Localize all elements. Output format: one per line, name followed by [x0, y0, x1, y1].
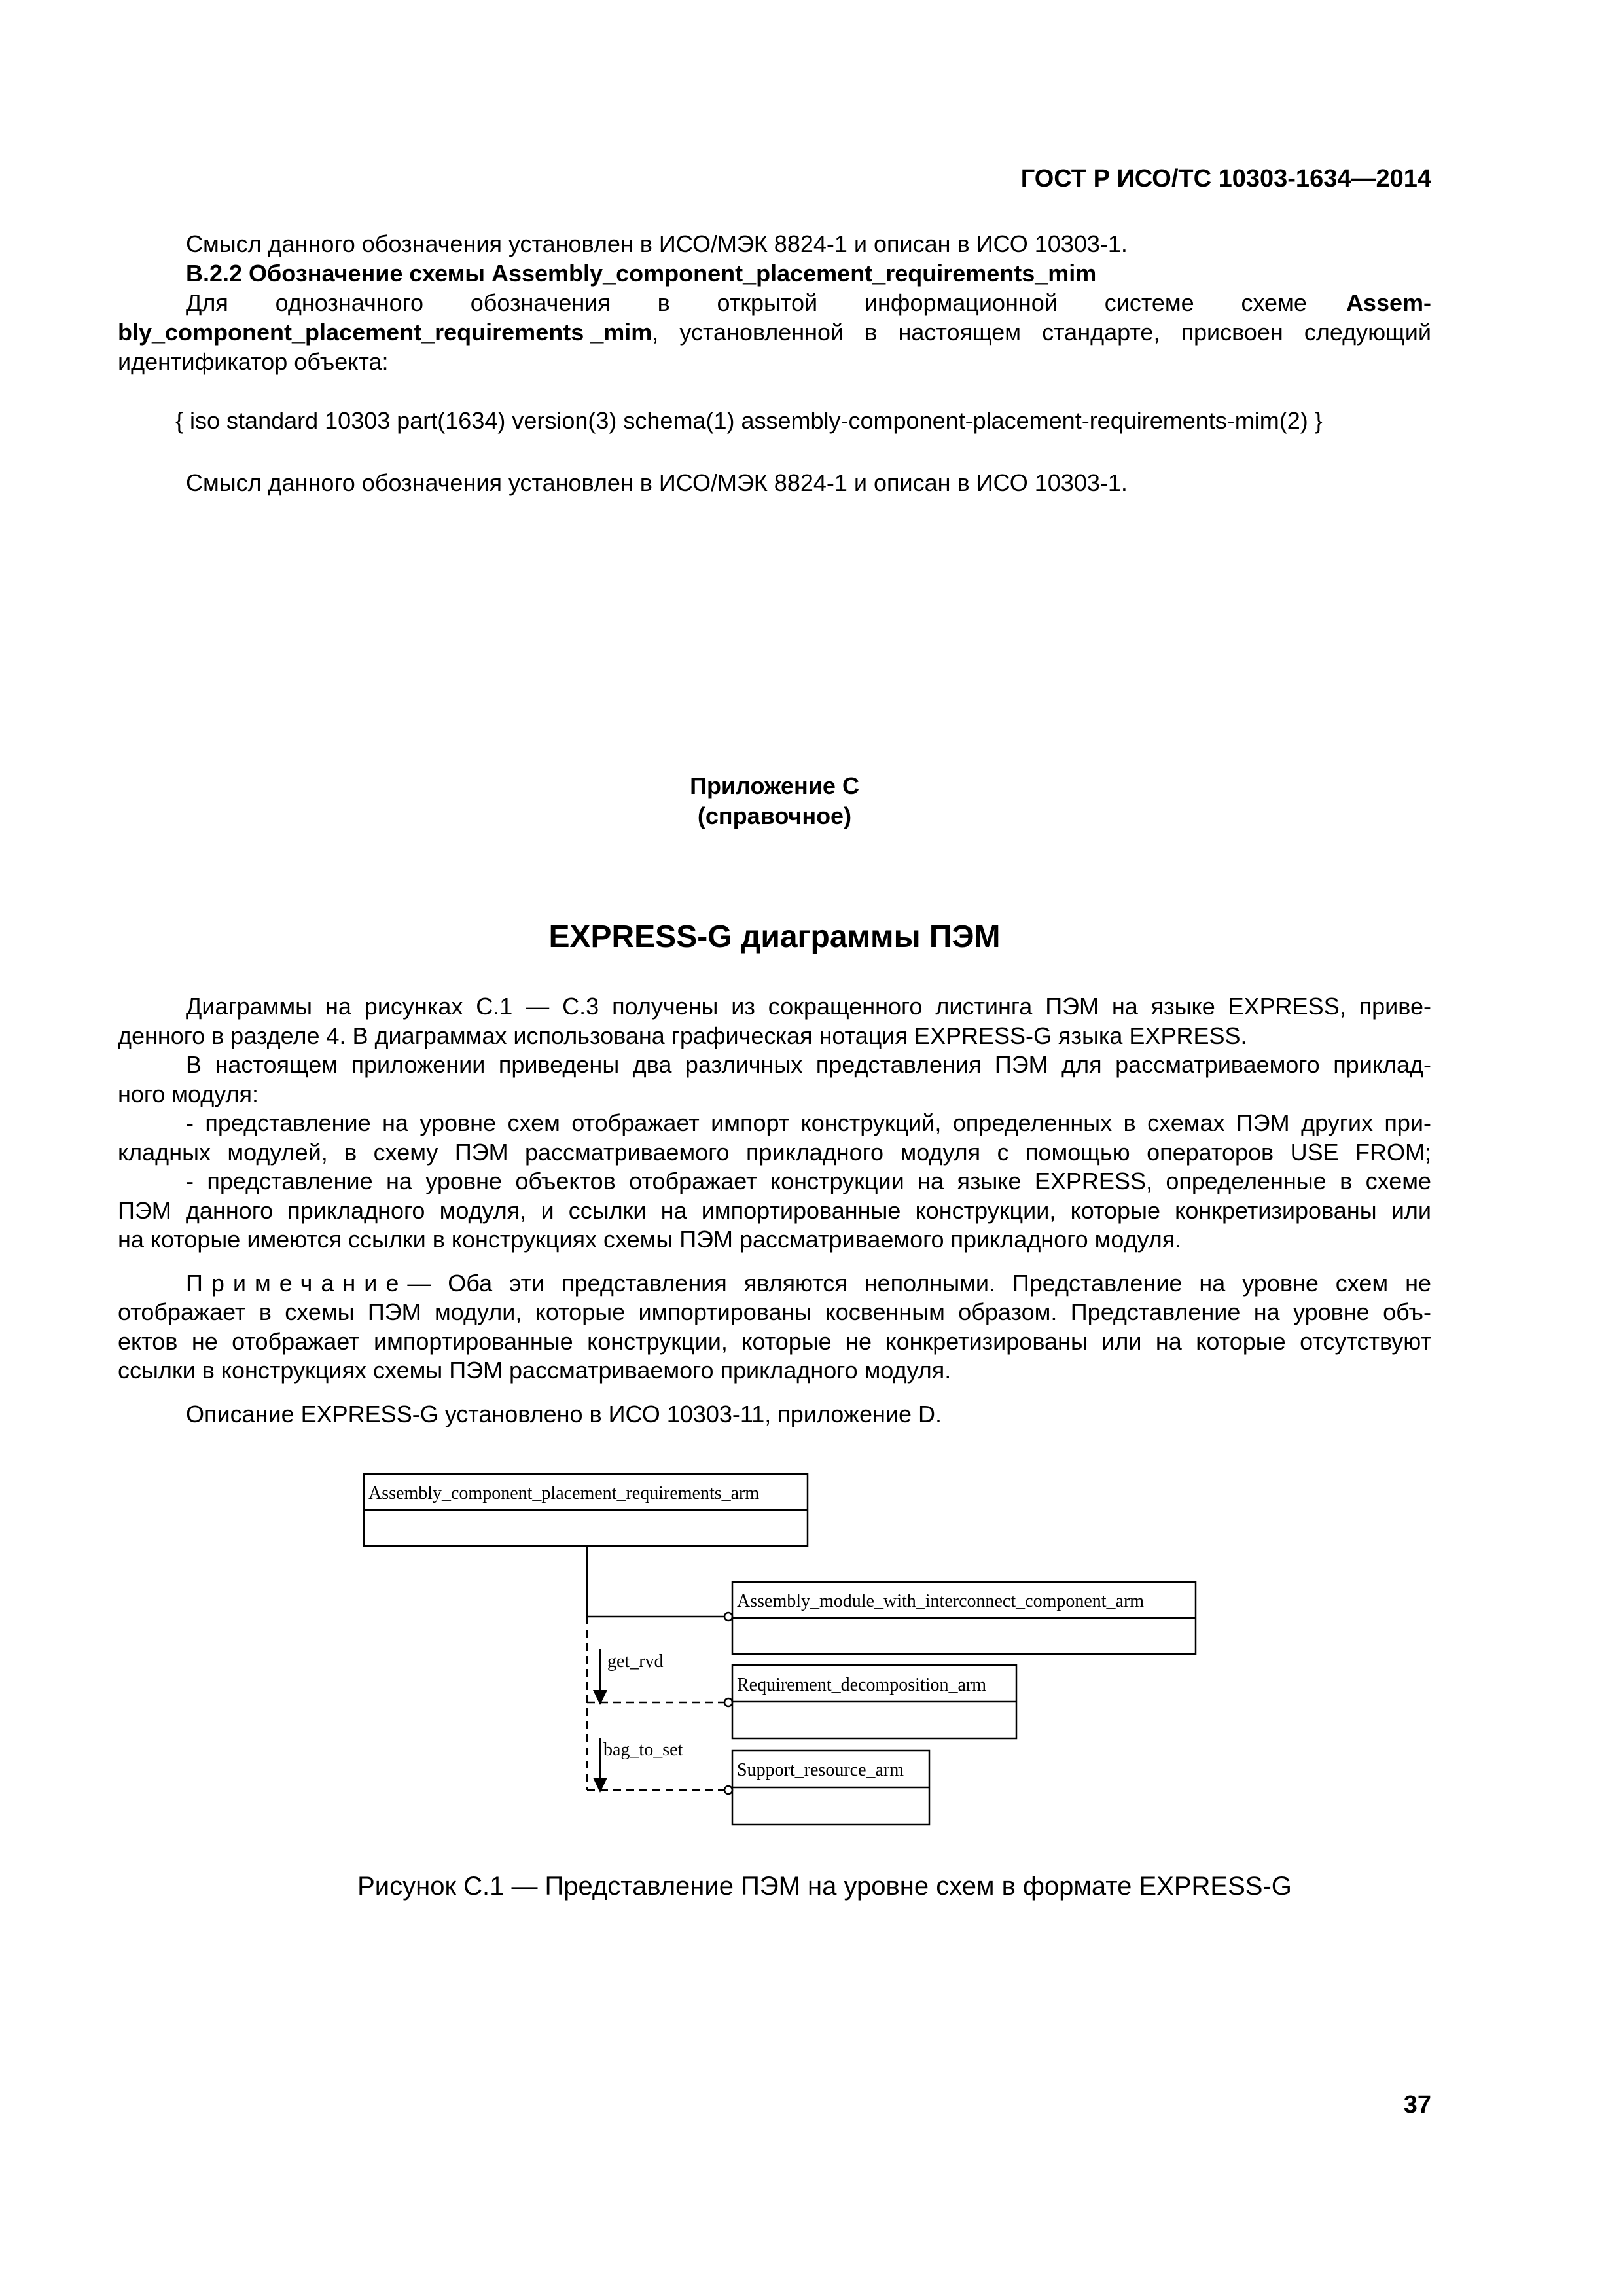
express-g-description: Описание EXPRESS-G установлено в ИСО 10303-11, приложение D. [186, 1401, 942, 1427]
standard-header: ГОСТ Р ИСО/ТС 10303-1634—2014 [1020, 165, 1431, 192]
para-3-line-1: - представление на уровне схем отображает импорт конструкций, определенных в схемах ПЭМ других при- [186, 1109, 1431, 1136]
section-heading-b22: B.2.2 Обозначение схемы Assembly_component_placement_requirements_mim [186, 260, 1097, 287]
w3: обозначения [470, 289, 611, 316]
connector-circle-2 [724, 1698, 732, 1706]
note-line-3: ектов не отображает импортированные конструкции, которые не конкретизированы или на которые отсутствуют [118, 1328, 1431, 1355]
schema-name-part1: Assem- [1346, 289, 1431, 316]
object-identifier: { iso standard 10303 part(1634) version(3) schema(1) assembly-component-placement-requirements-mim(2) } [175, 407, 1323, 434]
annex-title: EXPRESS-G диаграммы ПЭМ [548, 920, 1001, 954]
para-1-line-1: Диаграммы на рисунках С.1 — С.3 получены из сокращенного листинга ПЭМ на языке EXPRESS, приве- [186, 993, 1431, 1020]
schema-label-3: Support_resource_arm [737, 1760, 904, 1780]
w4: в [657, 289, 670, 316]
note-label: Примечание [186, 1270, 408, 1297]
main-schema-label: Assembly_component_placement_requirements_arm [368, 1483, 760, 1503]
annex-label: Приложение С [690, 772, 859, 799]
w1: Для [186, 289, 228, 316]
identifier-para-line3: идентификатор объекта: [118, 348, 389, 375]
para-2-line-2: ного модуля: [118, 1081, 259, 1107]
schema-label-1: Assembly_module_with_interconnect_component_arm [737, 1591, 1145, 1611]
ref-label-bag-to-set: bag_to_set [603, 1740, 683, 1760]
w6: информационной [864, 289, 1058, 316]
use-from-connector [587, 1546, 724, 1617]
identifier-para-line2-rest: , установленной в настоящем стандарте, присвоен следующий [652, 319, 1431, 346]
para-1-line-2: денного в разделе 4. В диаграммах использована графическая нотация EXPRESS-G языка EXPRESS. [118, 1022, 1247, 1049]
note-line-4: ссылки в конструкциях схемы ПЭМ рассматриваемого прикладного модуля. [118, 1357, 952, 1384]
note-text-1: — Оба эти представления являются неполными. Представление на уровне схем не [407, 1270, 1431, 1297]
schema-label-2: Requirement_decomposition_arm [737, 1675, 987, 1695]
meaning-text-2: Смысл данного обозначения установлен в ИСО/МЭК 8824-1 и описан в ИСО 10303-1. [186, 469, 1128, 496]
note-line-2: отображает в схемы ПЭМ модули, которые импортированы косвенным образом. Представление на уровне объ- [118, 1299, 1431, 1325]
para-3-line-2: кладных модулей, в схему ПЭМ рассматриваемого прикладного модуля с помощью операторов USE FROM; [118, 1139, 1431, 1166]
figure-caption: Рисунок С.1 — Представление ПЭМ на уровне схем в формате EXPRESS-G [357, 1872, 1292, 1901]
w2: однозначного [275, 289, 424, 316]
meaning-text-1: Смысл данного обозначения установлен в ИСО/МЭК 8824-1 и описан в ИСО 10303-1. [186, 230, 1128, 257]
para-4-line-3: на которые имеются ссылки в конструкциях схемы ПЭМ рассматриваемого прикладного модуля. [118, 1226, 1182, 1253]
w5: открытой [717, 289, 818, 316]
para-4-line-1: - представление на уровне объектов отображает конструкции на языке EXPRESS, определенные в схеме [186, 1168, 1431, 1194]
page-number: 37 [1403, 2091, 1431, 2119]
para-4-line-2: ПЭМ данного прикладного модуля, и ссылки на импортированные конструкции, которые конкретизированы или [118, 1197, 1431, 1224]
connector-circle-3 [724, 1786, 732, 1794]
para-2-line-1: В настоящем приложении приведены два различных представления ПЭМ для рассматриваемого приклад- [186, 1051, 1431, 1078]
schema-name-part2: bly_component_placement_requirements _mim [118, 319, 652, 346]
w8: схеме [1241, 289, 1307, 316]
w7: системе [1104, 289, 1194, 316]
connector-circle-1 [724, 1613, 732, 1621]
annex-status: (справочное) [697, 802, 852, 829]
ref-label-get-rvd: get_rvd [607, 1651, 664, 1672]
